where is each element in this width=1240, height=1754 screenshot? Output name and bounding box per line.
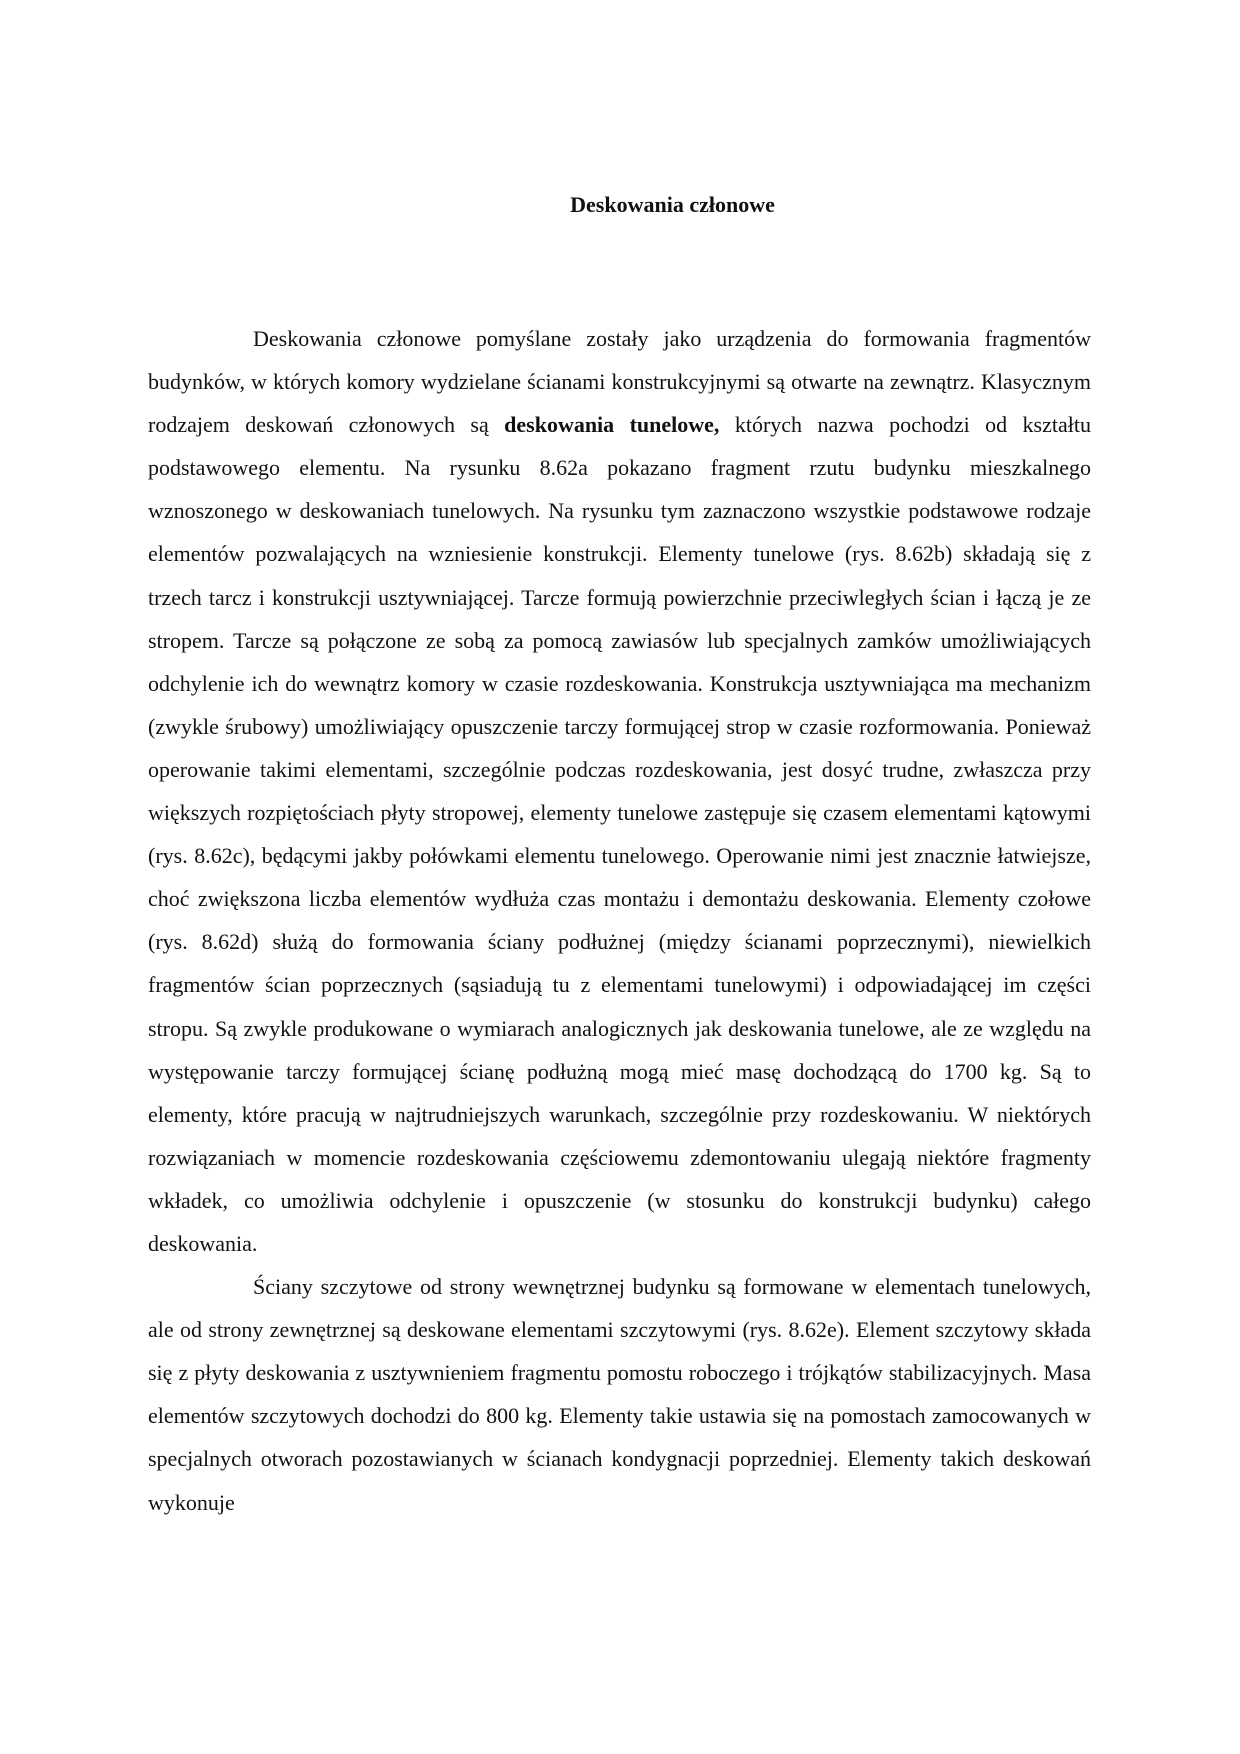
- body-paragraph: [148, 1265, 1091, 1524]
- document-body: [148, 317, 1091, 1524]
- text-run: Deskowania członowe pomyślane zostały jako urządzenia do formowania fragmentów budynków, w których komory wydzielane ścianami konstrukcyjnymi są otwarte na zewnątrz. Klasycznym rodzajem deskowań członowych są: [148, 326, 1091, 438]
- page-title: Deskowania członowe: [570, 192, 775, 217]
- body-paragraph: [148, 317, 1091, 1265]
- bold-term: deskowania tunelowe,: [504, 412, 720, 438]
- text-run: których nazwa pochodzi od kształtu podstawowego elementu. Na rysunku 8.62a pokazano fragment rzutu budynku mieszkalnego wznoszonego w deskowaniach tunelowych. Na rysunku tym zaznaczono wszystkie podstawowe rodzaje elementów pozwalających na wzniesienie konstrukcji. Elementy tunelowe (rys. 8.62b) składają się z trzech tarcz i konstrukcji usztywniającej. Tarcze formują powierzchnie przeciwległych ścian i łączą je ze stropem. Tarcze są połączone ze sobą za pomocą zawiasów lub specjalnych zamków umożliwiających odchylenie ich do wewnątrz komory w czasie rozdeskowania. Konstrukcja usztywniająca ma mechanizm (zwykle śrubowy) umożliwiający opuszczenie tarczy formującej strop w czasie rozformowania. Ponieważ operowanie takimi elementami, szczególnie podczas rozdeskowania, jest dosyć trudne, zwłaszcza przy większych rozpiętościach płyty stropowej, elementy tunelowe zastępuje się czasem elementami kątowymi (rys. 8.62c), będącymi jakby połówkami elementu tunelowego. Operowanie nimi jest znacznie łatwiejsze, choć zwiększona liczba elementów wydłuża czas montażu i demontażu deskowania. Elementy czołowe (rys. 8.62d) służą do formowania ściany podłużnej (między ścianami poprzecznymi), niewielkich fragmentów ścian poprzecznych (sąsiadują tu z elementami tunelowymi) i odpowiadającej im części stropu. Są zwykle produkowane o wymiarach analogicznych jak deskowania tunelowe, ale ze względu na występowanie tarczy formującej ścianę podłużną mogą mieć masę dochodzącą do 1700 kg. Są to elementy, które pracują w najtrudniejszych warunkach, szczególnie przy rozdeskowaniu. W niektórych rozwiązaniach w momencie rozdeskowania częściowemu zdemontowaniu ulegają niektóre fragmenty wkładek, co umożliwia odchylenie i opuszczenie (w stosunku do konstrukcji budynku) całego deskowania.: [148, 412, 1091, 1256]
- text-run: Ściany szczytowe od strony wewnętrznej budynku są formowane w elementach tunelowych, ale od strony zewnętrznej są deskowane elementami szczytowymi (rys. 8.62e). Element szczytowy składa się z płyty deskowania z usztywnieniem fragmentu pomostu roboczego i trójkątów stabilizacyjnych. Masa elementów szczytowych dochodzi do 800 kg. Elementy takie ustawia się na pomostach zamocowanych w specjalnych otworach pozostawianych w ścianach kondygnacji poprzedniej. Elementy takich deskowań wykonuje: [148, 1274, 1091, 1515]
